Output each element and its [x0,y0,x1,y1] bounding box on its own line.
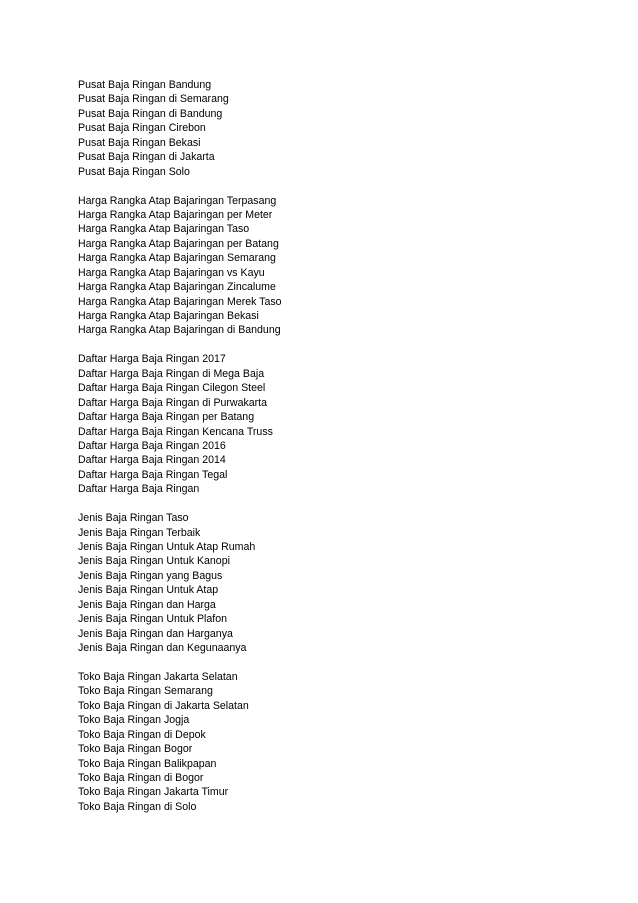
text-line: Toko Baja Ringan Balikpapan [78,757,217,770]
pusat-baja-ringan-list [78,78,578,179]
daftar-harga-list [78,352,578,496]
text-line: Toko Baja Ringan di Jakarta Selatan [78,699,249,712]
text-line: Harga Rangka Atap Bajaringan per Batang [78,237,279,250]
text-line: Daftar Harga Baja Ringan Tegal [78,468,228,481]
text-line: Daftar Harga Baja Ringan per Batang [78,411,255,424]
text-line: Jenis Baja Ringan Terbaik [78,526,201,539]
text-line: Daftar Harga Baja Ringan 2016 [78,439,226,452]
text-line: Harga Rangka Atap Bajaringan Merek Taso [78,295,282,308]
text-line: Jenis Baja Ringan dan Kegunaanya [78,642,247,655]
text-line: Pusat Baja Ringan di Jakarta [78,151,215,164]
text-line: Daftar Harga Baja Ringan di Purwakarta [78,396,268,409]
text-line: Daftar Harga Baja Ringan [78,483,200,496]
harga-rangka-atap-list [78,194,578,338]
text-line: Pusat Baja Ringan Solo [78,165,190,178]
text-line: Daftar Harga Baja Ringan 2017 [78,353,226,366]
text-line: Toko Baja Ringan di Depok [78,728,206,741]
toko-baja-ringan-list [78,670,578,814]
text-line: Toko Baja Ringan Jogja [78,714,190,727]
text-line: Jenis Baja Ringan dan Harga [78,598,216,611]
text-line: Daftar Harga Baja Ringan di Mega Baja [78,367,265,380]
text-line: Jenis Baja Ringan Untuk Kanopi [78,555,230,568]
text-line: Jenis Baja Ringan dan Harganya [78,627,233,640]
text-line: Toko Baja Ringan Bogor [78,743,193,756]
text-line: Pusat Baja Ringan Bandung [78,79,212,91]
text-line: Toko Baja Ringan Jakarta Timur [78,786,229,799]
text-line: Harga Rangka Atap Bajaringan Terpasang [78,194,277,207]
text-line: Jenis Baja Ringan yang Bagus [78,569,223,582]
text-line: Jenis Baja Ringan Untuk Plafon [78,613,227,626]
text-line: Harga Rangka Atap Bajaringan di Bandung [78,324,281,337]
text-line: Pusat Baja Ringan Cirebon [78,122,206,135]
jenis-baja-ringan-list [78,511,578,655]
text-line: Pusat Baja Ringan di Bandung [78,107,223,120]
text-line: Jenis Baja Ringan Taso [78,512,189,525]
text-line: Harga Rangka Atap Bajaringan Bekasi [78,310,259,322]
text-line: Daftar Harga Baja Ringan 2014 [78,454,226,467]
text-line: Harga Rangka Atap Bajaringan Zincalume [78,281,276,294]
text-line: Jenis Baja Ringan Untuk Atap Rumah [78,541,256,553]
text-line: Harga Rangka Atap Bajaringan per Meter [78,208,273,221]
text-line: Harga Rangka Atap Bajaringan vs Kayu [78,266,265,279]
text-line: Daftar Harga Baja Ringan Kencana Truss [78,425,273,438]
text-line: Jenis Baja Ringan Untuk Atap [78,584,219,597]
text-line: Toko Baja Ringan di Bogor [78,772,204,784]
text-line: Toko Baja Ringan Semarang [78,685,213,698]
text-line: Harga Rangka Atap Bajaringan Taso [78,223,250,236]
text-line: Harga Rangka Atap Bajaringan Semarang [78,252,276,265]
document-body [78,78,578,829]
text-line: Pusat Baja Ringan di Semarang [78,93,229,106]
text-line: Toko Baja Ringan Jakarta Selatan [78,670,238,683]
text-line: Daftar Harga Baja Ringan Cilegon Steel [78,382,266,395]
text-line: Pusat Baja Ringan Bekasi [78,136,201,149]
text-line: Toko Baja Ringan di Solo [78,800,197,813]
